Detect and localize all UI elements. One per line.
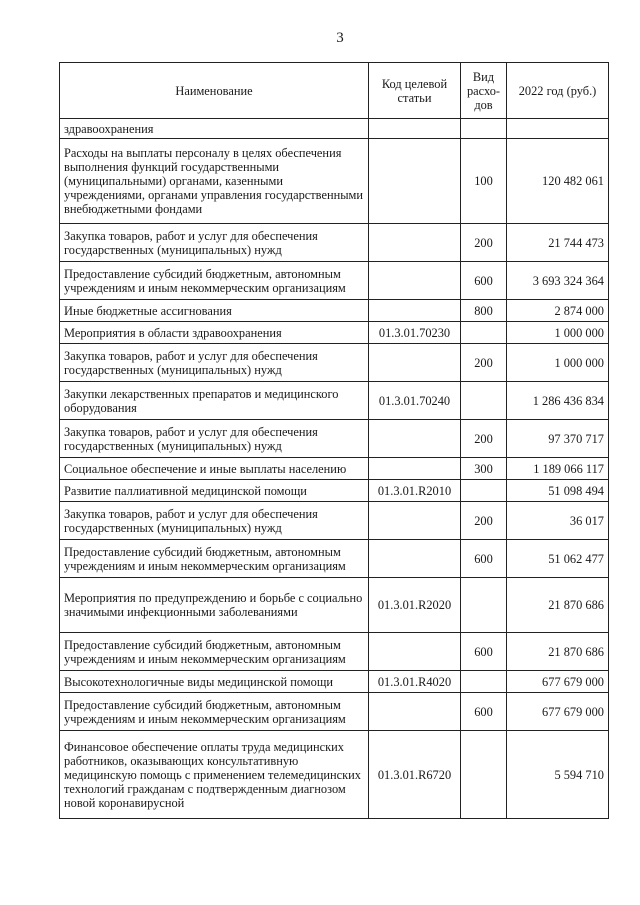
row-amount: 5 594 710 <box>507 731 609 819</box>
row-name: Мероприятия по предупреждению и борьбе с социально значимыми инфекционными заболеваниями <box>60 578 369 633</box>
row-name: Закупки лекарственных препаратов и медицинского оборудования <box>60 382 369 420</box>
table-row <box>60 262 609 300</box>
table-row <box>60 322 609 344</box>
row-amount: 21 870 686 <box>507 578 609 633</box>
row-type: 100 <box>461 139 507 224</box>
row-amount: 21 870 686 <box>507 633 609 671</box>
row-code: 01.3.01.70230 <box>369 322 461 344</box>
row-type <box>461 322 507 344</box>
row-type: 600 <box>461 262 507 300</box>
row-code: 01.3.01.R4020 <box>369 671 461 693</box>
row-code <box>369 119 461 139</box>
table-row <box>60 693 609 731</box>
table-header-row <box>60 63 609 119</box>
row-amount: 1 000 000 <box>507 344 609 382</box>
row-amount: 1 286 436 834 <box>507 382 609 420</box>
row-name: Финансовое обеспечение оплаты труда медицинских работников, оказывающих консультативную медицинскую помощь с применением телемедицинских технологий гражданам с подтвержденным диагнозом новой коронавирусной <box>60 731 369 819</box>
row-name: Иные бюджетные ассигнования <box>60 300 369 322</box>
row-type: 200 <box>461 224 507 262</box>
row-name: Закупка товаров, работ и услуг для обеспечения государственных (муниципальных) нужд <box>60 420 369 458</box>
row-amount: 97 370 717 <box>507 420 609 458</box>
row-code <box>369 262 461 300</box>
row-code <box>369 300 461 322</box>
table-row <box>60 633 609 671</box>
row-name: Закупка товаров, работ и услуг для обеспечения государственных (муниципальных) нужд <box>60 224 369 262</box>
row-name: Мероприятия в области здравоохранения <box>60 322 369 344</box>
row-code: 01.3.01.70240 <box>369 382 461 420</box>
header-name: Наименование <box>60 63 369 119</box>
table-row <box>60 480 609 502</box>
table-row <box>60 139 609 224</box>
table-row <box>60 420 609 458</box>
page-number: 3 <box>336 30 344 46</box>
table-row <box>60 578 609 633</box>
table-row <box>60 502 609 540</box>
row-type <box>461 578 507 633</box>
row-amount: 1 000 000 <box>507 322 609 344</box>
table-row <box>60 119 609 139</box>
row-name: Предоставление субсидий бюджетным, автономным учреждениям и иным некоммерческим организациям <box>60 262 369 300</box>
table-row <box>60 382 609 420</box>
row-amount: 2 874 000 <box>507 300 609 322</box>
row-type <box>461 119 507 139</box>
row-amount: 51 062 477 <box>507 540 609 578</box>
table-row <box>60 731 609 819</box>
row-amount: 677 679 000 <box>507 671 609 693</box>
row-name: Предоставление субсидий бюджетным, автономным учреждениям и иным некоммерческим организациям <box>60 540 369 578</box>
table-row <box>60 224 609 262</box>
table-row <box>60 458 609 480</box>
row-type: 200 <box>461 344 507 382</box>
row-type: 800 <box>461 300 507 322</box>
row-amount: 21 744 473 <box>507 224 609 262</box>
row-name: Расходы на выплаты персоналу в целях обеспечения выполнения функций государственными (муниципальными) органами, казенными учреждениями, органами управления государственными внебюджетными фондами <box>60 139 369 224</box>
row-amount: 1 189 066 117 <box>507 458 609 480</box>
row-code: 01.3.01.R6720 <box>369 731 461 819</box>
row-type <box>461 671 507 693</box>
row-type: 300 <box>461 458 507 480</box>
row-amount: 120 482 061 <box>507 139 609 224</box>
row-name: Развитие паллиативной медицинской помощи <box>60 480 369 502</box>
row-name: Социальное обеспечение и иные выплаты населению <box>60 458 369 480</box>
row-name: здравоохранения <box>60 119 369 139</box>
row-type: 600 <box>461 633 507 671</box>
row-type <box>461 480 507 502</box>
row-code <box>369 633 461 671</box>
row-code: 01.3.01.R2010 <box>369 480 461 502</box>
row-amount: 51 098 494 <box>507 480 609 502</box>
header-code: Код целевой статьи <box>369 63 461 119</box>
table-row <box>60 671 609 693</box>
row-name: Закупка товаров, работ и услуг для обеспечения государственных (муниципальных) нужд <box>60 344 369 382</box>
row-name: Предоставление субсидий бюджетным, автономным учреждениям и иным некоммерческим организациям <box>60 693 369 731</box>
row-type <box>461 382 507 420</box>
row-code: 01.3.01.R2020 <box>369 578 461 633</box>
row-code <box>369 693 461 731</box>
table-row <box>60 300 609 322</box>
row-code <box>369 420 461 458</box>
row-amount: 36 017 <box>507 502 609 540</box>
row-type: 600 <box>461 540 507 578</box>
row-type: 200 <box>461 502 507 540</box>
row-amount: 3 693 324 364 <box>507 262 609 300</box>
row-code <box>369 458 461 480</box>
header-amount: 2022 год (руб.) <box>507 63 609 119</box>
row-type <box>461 731 507 819</box>
row-type: 200 <box>461 420 507 458</box>
row-code <box>369 139 461 224</box>
header-type: Вид расхо-дов <box>461 63 507 119</box>
row-name: Закупка товаров, работ и услуг для обеспечения государственных (муниципальных) нужд <box>60 502 369 540</box>
row-code <box>369 224 461 262</box>
row-code <box>369 344 461 382</box>
row-amount: 677 679 000 <box>507 693 609 731</box>
row-name: Предоставление субсидий бюджетным, автономным учреждениям и иным некоммерческим организациям <box>60 633 369 671</box>
row-name: Высокотехнологичные виды медицинской помощи <box>60 671 369 693</box>
row-code <box>369 540 461 578</box>
table-row <box>60 540 609 578</box>
budget-table <box>59 62 609 819</box>
table-row <box>60 344 609 382</box>
row-type: 600 <box>461 693 507 731</box>
row-amount <box>507 119 609 139</box>
row-code <box>369 502 461 540</box>
